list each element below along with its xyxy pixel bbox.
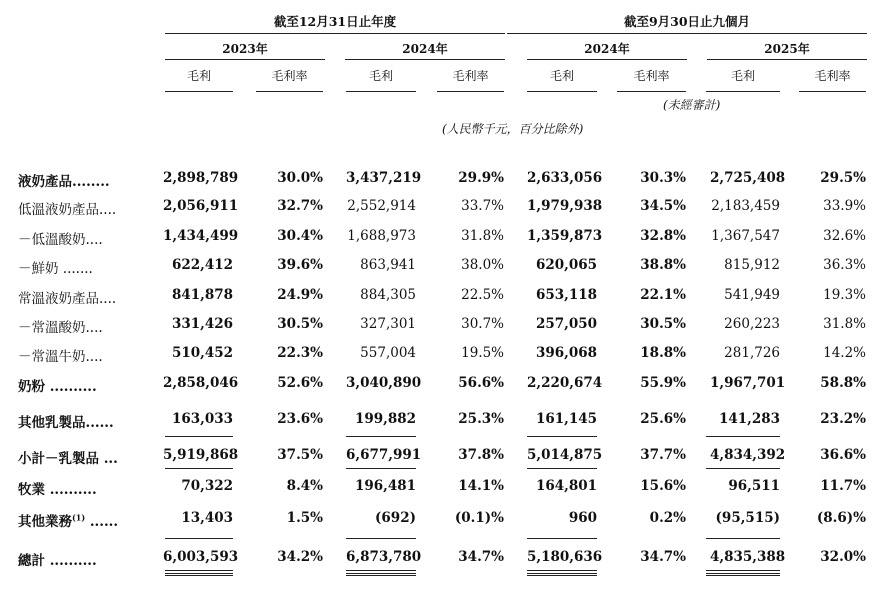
table-cell: 70,322 xyxy=(181,478,233,494)
table-cell: 18.8% xyxy=(640,345,686,361)
table-cell: 30.4% xyxy=(277,228,323,244)
table-cell: 58.8% xyxy=(820,375,866,391)
table-cell: 196,481 xyxy=(354,478,416,494)
row-label: －低溫酸奶.... xyxy=(18,232,103,248)
table-cell: 29.9% xyxy=(458,170,504,186)
table-cell: 30.3% xyxy=(640,170,686,186)
table-cell: 36.3% xyxy=(823,257,866,273)
rule-line xyxy=(346,436,416,437)
row-label: 其他業務$^{(1)}$ ...... xyxy=(18,512,119,530)
table-cell: 25.6% xyxy=(640,411,686,427)
table-cell: 32.6% xyxy=(823,228,866,244)
table-cell: 1,688,973 xyxy=(347,228,416,244)
rule-line xyxy=(707,59,867,60)
rule-line xyxy=(706,91,780,92)
unit-note: (人民幣千元，百分比除外) xyxy=(442,122,584,136)
table-cell: 19.3% xyxy=(823,287,866,303)
rule-line xyxy=(507,33,867,34)
table-cell: 2,552,914 xyxy=(347,198,416,214)
table-cell: 56.6% xyxy=(458,375,504,391)
table-cell: 815,912 xyxy=(724,257,780,273)
table-cell: 5,014,875 xyxy=(527,447,603,463)
table-cell: 2,858,046 xyxy=(163,375,239,391)
table-cell: 37.8% xyxy=(458,447,504,463)
table-cell: 4,834,392 xyxy=(710,447,786,463)
table-cell: 3,437,219 xyxy=(346,170,422,186)
table-cell: (8.6)% xyxy=(816,510,866,526)
table-cell: 24.9% xyxy=(277,287,323,303)
rule-line xyxy=(165,570,233,574)
table-cell: 36.6% xyxy=(820,447,866,463)
row-label: －常溫牛奶.... xyxy=(18,349,103,365)
rule-line xyxy=(527,575,597,576)
table-cell: 34.5% xyxy=(640,198,686,214)
table-cell: 0.2% xyxy=(649,510,686,526)
table-cell: 19.5% xyxy=(461,345,504,361)
table-cell: 396,068 xyxy=(535,345,597,361)
table-cell: 653,118 xyxy=(535,287,597,303)
rule-line xyxy=(345,59,505,60)
table-cell: 29.5% xyxy=(820,170,866,186)
rule-line xyxy=(346,538,416,539)
table-cell: 30.0% xyxy=(277,170,323,186)
header-year-1: 2023年 xyxy=(222,42,268,56)
table-cell: 163,033 xyxy=(171,411,233,427)
table-cell: 1,434,499 xyxy=(163,228,239,244)
table-cell: 22.3% xyxy=(277,345,323,361)
row-label: 牧業 .......... xyxy=(18,482,97,498)
table-cell: 164,801 xyxy=(535,478,597,494)
rule-line xyxy=(617,91,686,92)
table-cell: 31.8% xyxy=(823,316,866,332)
table-cell: 39.6% xyxy=(277,257,323,273)
rule-line xyxy=(527,468,597,469)
header-year-3: 2024年 xyxy=(584,42,630,56)
table-cell: 2,056,911 xyxy=(163,198,239,214)
table-cell: 30.5% xyxy=(640,316,686,332)
table-cell: 6,003,593 xyxy=(163,549,239,565)
table-cell: 33.7% xyxy=(461,198,504,214)
table-cell: 331,426 xyxy=(171,316,233,332)
rule-line xyxy=(799,91,866,92)
table-cell: 1,979,938 xyxy=(527,198,603,214)
header-sub-6: 毛利率 xyxy=(633,69,670,83)
rule-line xyxy=(346,575,416,576)
rule-line xyxy=(165,33,505,34)
rule-line xyxy=(527,436,597,437)
rule-line xyxy=(527,538,597,539)
table-cell: 52.6% xyxy=(277,375,323,391)
table-cell: 15.6% xyxy=(640,478,686,494)
table-cell: 1,367,547 xyxy=(711,228,780,244)
table-cell: 6,677,991 xyxy=(346,447,422,463)
row-label: 低溫液奶產品.... xyxy=(18,202,117,218)
table-cell: 34.2% xyxy=(277,549,323,565)
table-cell: 622,412 xyxy=(171,257,233,273)
header-sub-8: 毛利率 xyxy=(814,69,851,83)
rule-line xyxy=(165,575,233,576)
table-cell: 31.8% xyxy=(461,228,504,244)
row-label: 其他乳製品...... xyxy=(18,415,114,431)
table-cell: 2,725,408 xyxy=(710,170,786,186)
table-cell: (0.1)% xyxy=(454,510,504,526)
row-label: 小計－乳製品 ... xyxy=(18,451,118,467)
table-cell: 3,040,890 xyxy=(346,375,422,391)
table-cell: 620,065 xyxy=(535,257,597,273)
rule-line xyxy=(706,468,780,469)
table-cell: 22.1% xyxy=(640,287,686,303)
row-label: 奶粉 .......... xyxy=(18,379,97,395)
rule-line xyxy=(437,91,504,92)
table-cell: 38.0% xyxy=(461,257,504,273)
row-label: 液奶產品........ xyxy=(18,174,110,190)
rule-line xyxy=(346,570,416,574)
table-cell: 4,835,388 xyxy=(710,549,786,565)
rule-line xyxy=(527,91,597,92)
row-label: 總計 .......... xyxy=(18,553,97,569)
table-cell: 2,183,459 xyxy=(711,198,780,214)
table-cell: 1,359,873 xyxy=(527,228,603,244)
table-cell: (95,515) xyxy=(715,510,780,526)
table-cell: 6,873,780 xyxy=(346,549,422,565)
table-cell: 32.0% xyxy=(820,549,866,565)
header-group-2: 截至9月30日止九個月 xyxy=(623,14,751,29)
rule-line xyxy=(165,436,233,437)
rule-line xyxy=(706,538,780,539)
table-cell: (692) xyxy=(375,510,416,526)
table-cell: 14.1% xyxy=(458,478,504,494)
table-cell: 260,223 xyxy=(724,316,780,332)
header-year-2: 2024年 xyxy=(402,42,448,56)
table-cell: 11.7% xyxy=(820,478,866,494)
header-year-4: 2025年 xyxy=(764,42,810,56)
table-cell: 37.7% xyxy=(640,447,686,463)
rule-line xyxy=(706,575,780,576)
table-cell: 2,220,674 xyxy=(527,375,603,391)
table-cell: 281,726 xyxy=(724,345,780,361)
table-cell: 96,511 xyxy=(728,478,780,494)
rule-line xyxy=(165,91,233,92)
rule-line xyxy=(706,570,780,574)
table-cell: 863,941 xyxy=(360,257,416,273)
table-cell: 1,967,701 xyxy=(710,375,786,391)
table-cell: 30.5% xyxy=(277,316,323,332)
table-cell: 884,305 xyxy=(360,287,416,303)
table-cell: 510,452 xyxy=(171,345,233,361)
table-cell: 960 xyxy=(568,510,597,526)
table-cell: 841,878 xyxy=(171,287,233,303)
unaudited-note: (未經審計) xyxy=(663,98,721,112)
header-sub-3: 毛利 xyxy=(368,69,393,83)
table-cell: 32.7% xyxy=(277,198,323,214)
table-cell: 37.5% xyxy=(277,447,323,463)
header-group-1: 截至12月31日止年度 xyxy=(273,14,397,29)
table-cell: 141,283 xyxy=(718,411,780,427)
row-label: －鮮奶 ....... xyxy=(18,261,93,277)
rule-line xyxy=(346,91,416,92)
table-cell: 5,919,868 xyxy=(163,447,239,463)
table-cell: 541,949 xyxy=(724,287,780,303)
header-sub-7: 毛利 xyxy=(730,69,755,83)
table-cell: 25.3% xyxy=(458,411,504,427)
table-cell: 13,403 xyxy=(181,510,233,526)
rule-line xyxy=(165,538,233,539)
table-cell: 327,301 xyxy=(360,316,416,332)
header-sub-2: 毛利率 xyxy=(271,69,308,83)
table-cell: 23.2% xyxy=(820,411,866,427)
rule-line xyxy=(165,468,233,469)
table-cell: 38.8% xyxy=(640,257,686,273)
rule-line xyxy=(346,468,416,469)
table-cell: 1.5% xyxy=(286,510,323,526)
row-label: 常溫液奶產品.... xyxy=(18,291,117,307)
rule-line xyxy=(706,436,780,437)
table-cell: 34.7% xyxy=(640,549,686,565)
table-cell: 22.5% xyxy=(461,287,504,303)
table-cell: 161,145 xyxy=(535,411,597,427)
table-cell: 30.7% xyxy=(461,316,504,332)
table-cell: 2,898,789 xyxy=(163,170,239,186)
rule-line xyxy=(256,91,323,92)
table-cell: 257,050 xyxy=(535,316,597,332)
table-cell: 55.9% xyxy=(640,375,686,391)
row-label: －常溫酸奶.... xyxy=(18,320,103,336)
rule-line xyxy=(165,59,325,60)
table-cell: 2,633,056 xyxy=(527,170,603,186)
header-sub-1: 毛利 xyxy=(186,69,211,83)
table-cell: 5,180,636 xyxy=(527,549,603,565)
rule-line xyxy=(527,570,597,574)
rule-line xyxy=(527,59,687,60)
table-cell: 199,882 xyxy=(354,411,416,427)
table-cell: 23.6% xyxy=(277,411,323,427)
table-cell: 34.7% xyxy=(458,549,504,565)
table-cell: 14.2% xyxy=(823,345,866,361)
header-sub-5: 毛利 xyxy=(549,69,574,83)
table-cell: 33.9% xyxy=(823,198,866,214)
table-cell: 32.8% xyxy=(640,228,686,244)
table-cell: 557,004 xyxy=(360,345,416,361)
table-cell: 8.4% xyxy=(286,478,323,494)
header-sub-4: 毛利率 xyxy=(452,69,489,83)
